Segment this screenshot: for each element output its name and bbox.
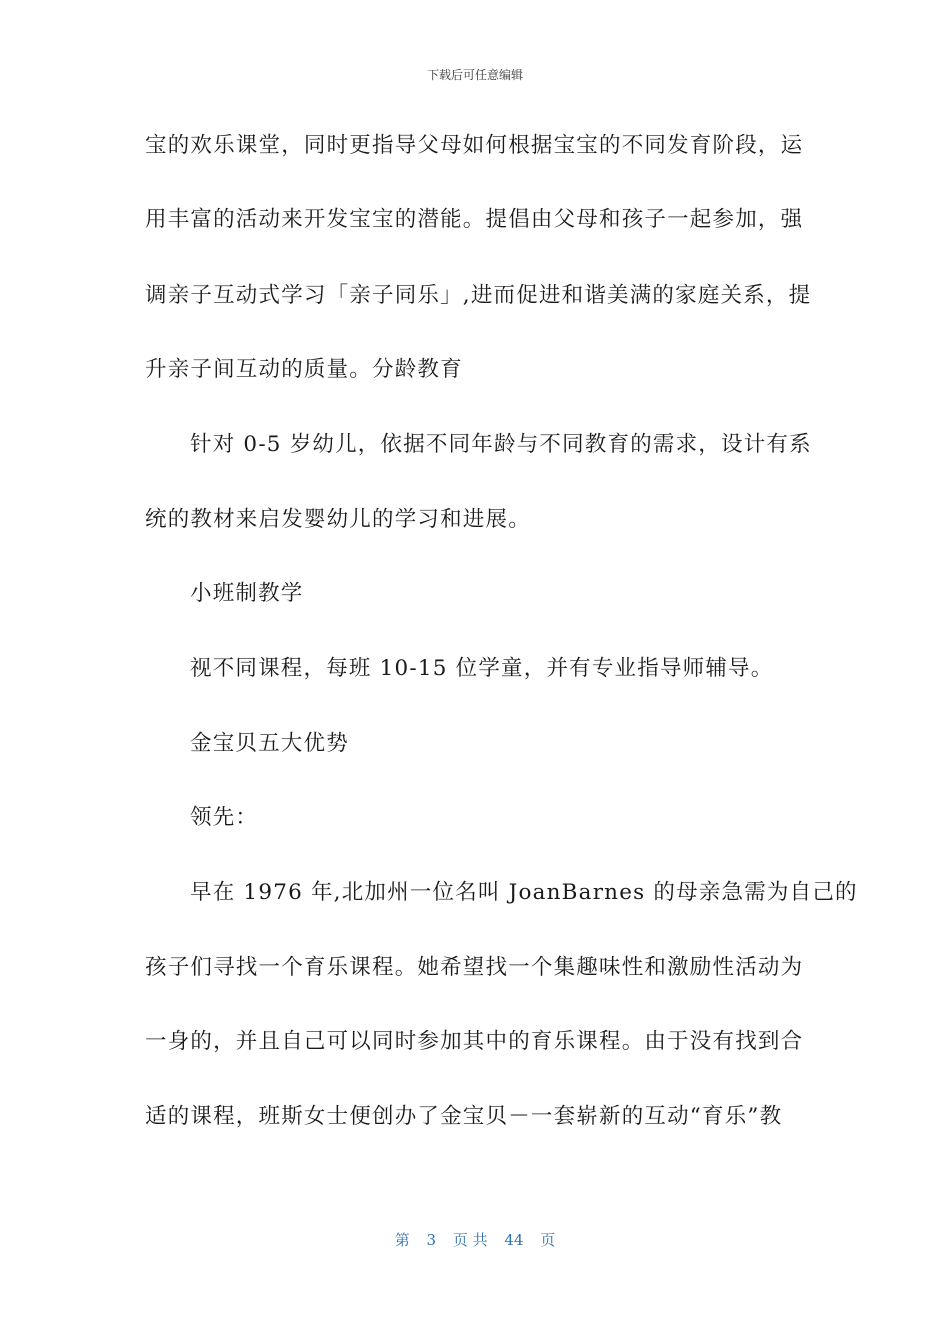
subheading: 领先：	[190, 805, 259, 830]
paragraph-line: 统的教材来启发婴幼儿的学习和进展。	[145, 507, 531, 532]
footer-suffix: 页	[540, 1231, 556, 1249]
page-header: 下载后可任意编辑	[426, 68, 523, 82]
footer-middle: 页 共	[452, 1231, 488, 1249]
paragraph-line: 升亲子间互动的质量。分龄教育	[145, 357, 463, 382]
paragraph-line: 调亲子互动式学习「亲子同乐」,进而促进和谐美满的家庭关系，提	[145, 283, 812, 308]
paragraph-line: 视不同课程，每班 10-15 位学童，并有专业指导师辅导。	[190, 656, 774, 681]
paragraph-line: 宝的欢乐课堂，同时更指导父母如何根据宝宝的不同发育阶段，运	[145, 133, 804, 158]
paragraph-line: 针对 0-5 岁幼儿，依据不同年龄与不同教育的需求，设计有系	[190, 432, 812, 457]
footer-page-number: 3	[426, 1231, 437, 1249]
paragraph-line: 适的课程，班斯女士便创办了金宝贝－一套崭新的互动“育乐”教	[145, 1104, 783, 1129]
paragraph-line: 早在 1976 年,北加州一位名叫 JoanBarnes 的母亲急需为自己的	[190, 880, 858, 905]
section-heading: 小班制教学	[190, 581, 304, 606]
paragraph-line: 孩子们寻找一个育乐课程。她希望找一个集趣味性和激励性活动为	[145, 955, 804, 980]
footer-prefix: 第	[394, 1231, 410, 1249]
paragraph-line: 一身的，并且自己可以同时参加其中的育乐课程。由于没有找到合	[145, 1029, 804, 1054]
footer-total-pages: 44	[504, 1231, 524, 1249]
page-footer	[0, 1229, 950, 1250]
section-heading: 金宝贝五大优势	[190, 731, 349, 756]
paragraph-line: 用丰富的活动来开发宝宝的潜能。提倡由父母和孩子一起参加，强	[145, 207, 804, 232]
